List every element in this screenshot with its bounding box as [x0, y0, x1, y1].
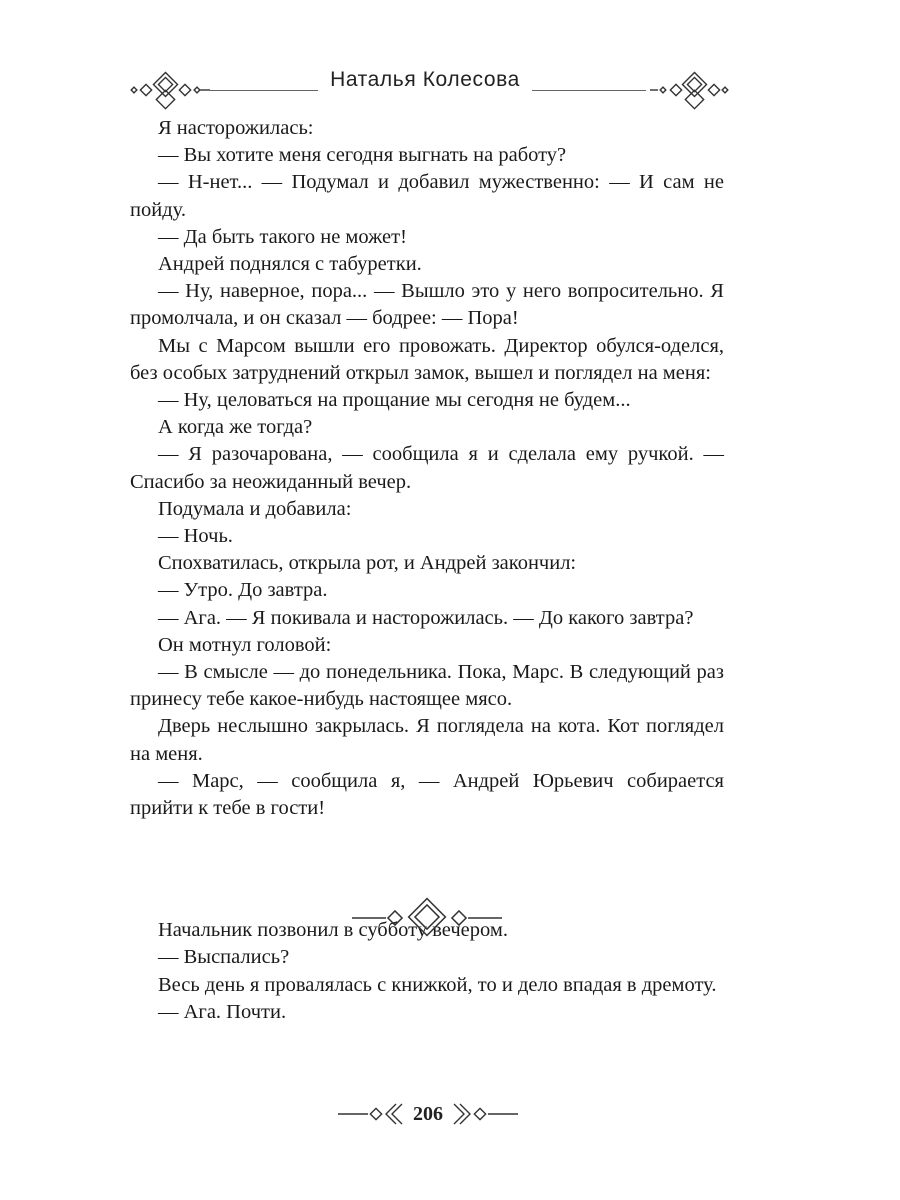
running-header — [130, 66, 725, 112]
scene-break-ornament-icon — [352, 896, 502, 940]
paragraph: — Ага. — Я покивала и насторожилась. — До какого завтра? — [158, 606, 694, 629]
paragraph: А когда же тогда? — [158, 416, 313, 439]
header-ornament-left-icon — [130, 66, 210, 112]
paragraph: Я насторожилась: — [158, 117, 314, 139]
paragraph: — Утро. До завтра. — [158, 579, 328, 602]
page-number: 206 — [413, 1103, 443, 1125]
page-number-ornament-right-icon — [452, 1094, 518, 1134]
running-header-title: Наталья Колесова — [330, 68, 520, 91]
paragraph: Он мотнул головой: — [158, 633, 332, 656]
paragraph: Начальник позвонил в субботу вечером. — [158, 919, 508, 942]
paragraph: — Выспались? — [158, 946, 290, 969]
paragraph: Подумала и добавила: — [158, 497, 352, 520]
header-ornament-right-icon — [650, 66, 730, 112]
paragraph: — Вы хотите меня сегодня выгнать на работу? — [158, 144, 567, 167]
paragraph: — Ну, целоваться на прощание мы сегодня не будем... — [158, 389, 631, 412]
paragraph: Дверь неслышно закрылась. Я поглядела на кота. Кот поглядел на меня. — [130, 715, 724, 765]
paragraph: Мы с Марсом вышли его провожать. Директор обулся-оделся, без особых затруднений открыл замок, вышел и поглядел на меня: — [130, 334, 724, 384]
paragraph: — Я разочарована, — сообщила я и сделала ему ручкой. — Спасибо за неожиданный вечер. — [130, 443, 724, 493]
paragraph: — Ага. Почти. — [158, 1000, 287, 1023]
body-text — [130, 115, 724, 1026]
paragraph: Спохватилась, открыла рот, и Андрей закончил: — [158, 552, 577, 575]
page-footer — [338, 1094, 518, 1134]
paragraph: — Да быть такого не может! — [158, 225, 407, 248]
header-rule-left — [210, 90, 318, 91]
header-rule-right — [532, 90, 646, 91]
page-number-ornament-left-icon — [338, 1094, 404, 1134]
paragraph: — Н-нет... — Подумал и добавил мужественно: — И сам не пойду. — [130, 171, 724, 221]
paragraph: Весь день я провалялась с книжкой, то и дело впадая в дремоту. — [158, 973, 717, 996]
paragraph: — Марс, — сообщила я, — Андрей Юрьевич собирается прийти к тебе в гости! — [130, 769, 724, 820]
paragraph: Андрей поднялся с табуретки. — [158, 253, 422, 276]
paragraph: — Ну, наверное, пора... — Вышло это у него вопросительно. Я промолчала, и он сказал — бодрее: — Пора! — [130, 280, 724, 330]
paragraph: — Ночь. — [158, 525, 233, 548]
paragraph: — В смысле — до понедельника. Пока, Марс. В следующий раз принесу тебе какое-нибудь настоящее мясо. — [130, 661, 724, 711]
